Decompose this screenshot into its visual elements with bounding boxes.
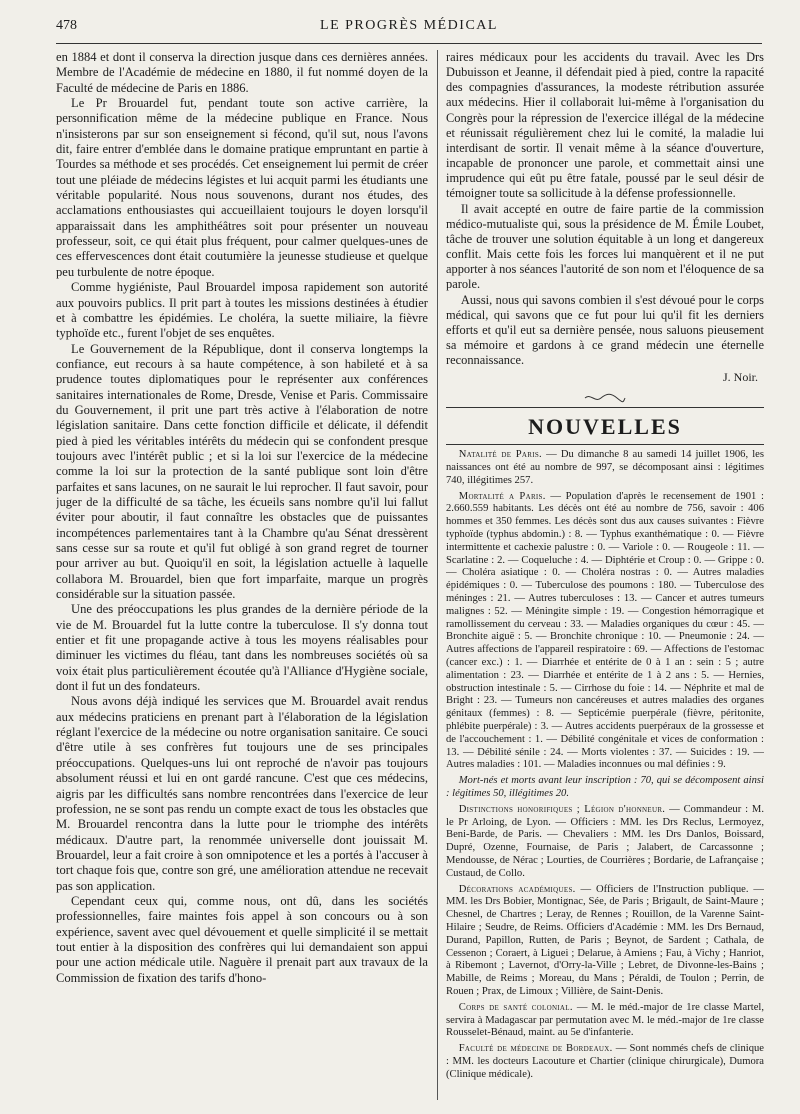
news-text: — Du dimanche 8 au samedi 14 juillet 1906, les naissances ont été au nombre de 997, se décomposant ainsi : légitimes 740, illégitimes 257. [446,449,764,486]
news-list [446,449,764,1081]
ornament-divider [446,391,764,405]
news-rubric: Décorations académiques. [458,883,576,895]
news-rubric: Faculté de médecine de Bordeaux. [458,1043,613,1055]
news-rubric: Mortalité a Paris. [458,490,546,502]
section-title-nouvelles: NOUVELLES [528,414,682,440]
paragraph: Une des préoccupations les plus grandes de la dernière période de la vie de M. Brouardel fut la lutte contre la tuberculose. Il s'y donna tout entier et fit une propagande active à tous les moyens réalisables pour diminuer les victimes du fléau, tant dans les nombreuses sociétés où sa voix était plus particulièrement écoutée qu'à l'Alliance d'Hygiène sociale, dont il fut un des fondateurs. [56,602,428,694]
news-item [446,884,764,999]
section-rule [446,444,764,445]
paragraph: Il avait accepté en outre de faire partie de la commission médico-mutualiste qui, sous la présidence de M. Émile Loubet, tâche de trouver une solution équitable à un long et dangereux conflit. Mais cette fois les forces lui manquèrent et il ne put apporter à nos séances l'autorité de son nom et l'éloquence de sa parole. [446,201,764,292]
news-text: — Officiers de l'Instruction publique. — MM. les Drs Bobier, Montignac, Sée, de Paris ; Brigault, de Saint-Maure ; Chesnel, de Chartres ; Leray, de Rennes ; Rouillon, de la Varenne Saint-Hilaire ; Seudre, de Reims. Officiers d'Académie : MM. les Drs Bernaud, Durand, Papillon, Rutten, de Paris ; Beynot, de Sardent ; Cathala, de Cessenon ; Coraert, à Liguei ; Delarue, à Amiens ; Fau, à Vichy ; Hanriot, à Ribemont ; Lavernot, d'Orry-la-Ville ; Lebret, de Divonne-les-Bains ; Mabille, de Reims ; Moreau, du Mans ; Péraldi, de Toulon ; Perrin, de Rouen ; Prax, de Limoux ; Villière, de Saint-Denis. [446,883,764,997]
page-number: 478 [56,18,77,33]
news-text: — Commandeur : M. le Pr Arloing, de Lyon. — Officiers : MM. les Drs Reclus, Lermoyez, Beni-Barde, de Paris. — Chevaliers : MM. les Drs Danlos, Boissard, Dupré, Ozenne, Fournaise, de Paris ; Jalabert, de Carcassonne ; Mendousse, de Nérac ; Lourties, de Courrières ; Bordarie, de Lafrançaise ; Custaud, de Collo. [446,803,764,879]
news-text: — Population d'après le recensement de 1901 : 2.660.559 habitants. Les décès ont été au nombre de 756, savoir : 406 hommes et 350 femmes. Les décès sont dus aux causes suivantes : Fièvre typhoïde (typhus abdomin.) : 8. — Typhus exanthématique : 0. — Fièvre intermittente et cachexie palustre : 0. — Variole : 0. — Rougeole : 11. — Scarlatine : 2. — Coqueluche : 4. — Diphtérie et Croup : 0. — Grippe : 0. — Choléra asiatique : 0. — Choléra nostras : 0. — Autres maladies épidémiques : 0. — Tuberculose des poumons : 180. — Tuberculose des méninges : 21. — Autres tuberculoses : 13. — Cancer et autres tumeurs malignes : 52. — Méningite simple : 19. — Congestion hémorragique et ramollissement du cerveau : 33. — Maladies organiques du cœur : 45. — Bronchite aiguë : 5. — Bronchite chronique : 10. — Pneumonie : 24. — Autres affections de l'appareil respiratoire : 69. — Affections de l'estomac (cancer exc.) : 1. — Diarrhée et entérite de 0 à 1 an : sein : 5 ; autre alimentation : 23. — Diarrhée et entérite de 1 à 2 ans : 5. — Hernies, obstruction intestinale : 5. — Cirrhose du foie : 14. — Néphrite et mal de Bright : 23. — Tumeurs non cancéreuses et autres maladies des organes génitaux (femmes) : 8. — Septicémie puerpérale (fièvre, péritonite, phlébite puerpérale) : 3. — Autres accidents puerpéraux de la grossesse et de l'accouchement : 1. — Débilité congénitale et vices de conformation : 13. — Débilité sénile : 24. — Morts violentes : 37. — Suicides : 19. — Autres maladies : 101. — Maladies inconnues ou mal définies : 9. [446,490,764,771]
right-column [446,50,764,1082]
left-column [56,50,428,986]
paragraph: Aussi, nous qui savons combien il s'est dévoué pour le corps médical, qui savons que ce fut pour lui qu'il fit les derniers efforts et qu'il eut sa dernière pensée, nous saluons pieusement sa mémoire et gardons à ce grand médecin une éternelle reconnaissance. [446,292,764,368]
section-rule [446,407,764,408]
page-header [56,18,762,40]
news-text: Mort-nés et morts avant leur inscription : 70, qui se décomposent ainsi : légitimes 50, illégitimes 20. [446,775,764,799]
news-text: — M. le méd.-major de 1re classe Martel, servira à Madagascar par permutation avec M. le méd.-major de 1re classe Rousselet-Bénaud, maint. au 5e d'infanterie. [446,1001,764,1039]
column-divider [437,50,438,1100]
news-item [446,775,764,801]
running-title: LE PROGRÈS MÉDICAL [320,18,498,33]
paragraph: Cependant ceux qui, comme nous, ont dû, dans les sociétés professionnelles, faire maintes fois appel à son concours ou à son expérience, savent avec quel dévouement et quelle simplicité il se mettait tout entier à la disposition des confrères qui lui demandaient son appui pour une action médicale utile. Naguère il prenait part aux travaux de la Commission de fixation des tarifs d'hono- [56,893,428,985]
paragraph: Comme hygiéniste, Paul Brouardel imposa rapidement son autorité aux pouvoirs publics. Il prit part à toutes les missions destinées à étudier et à combattre les épidémies. Le choléra, la suette miliaire, la fièvre typhoïde etc., furent l'objet de ses enquêtes. [56,280,428,341]
news-rubric: Corps de santé colonial. [458,1001,573,1013]
news-item [446,449,764,487]
obituary-continuation [446,50,764,368]
news-rubric: Distinctions honorifiques ; Légion d'honneur. [458,803,666,815]
news-item [446,1043,764,1081]
paragraph: en 1884 et dont il conserva la direction jusque dans ces dernières années. Membre de l'Académie de médecine en 1880, il fut nommé doyen de la Faculté de médecine de Paris en 1886. [56,50,428,95]
news-item [446,1002,764,1040]
header-rule [56,43,762,44]
news-item [446,491,764,773]
news-item [446,804,764,881]
paragraph: Le Pr Brouardel fut, pendant toute son active carrière, la personnification même de la médecine publique en France. Nous n'insisterons par sur son enseignement si fécond, qu'il sut, nous l'avons dit, faire entrer d'emblée dans le domaine pratique empruntant en partie à Tourdes sa méthode et ses procédés. Cet enseignement lui permit de créer tout une pléiade de médecins légistes et lui acquit parmi les étudiants une véritable popularité. Nous nous souvenons, durant nos études, des acclamations enthousiastes qui accueillaient toujours le doyen lorsqu'il apparaissait dans les amphithéâtres soit pour présenter un nouveau professeur, soit, ce qui était plus fréquent, pour calmer quelques-unes de ces effervescences dont était coutumière la jeunesse studieuse et quelque peu turbulente de notre époque. [56,96,428,279]
news-rubric: Natalité de Paris. [458,449,543,461]
author-signature: J. Noir. [722,370,758,385]
paragraph: raires médicaux pour les accidents du travail. Avec les Drs Dubuisson et Jeanne, il défendait pied à pied, contre la rapacité des compagnies d'assurances, la modeste rétribution assurée aux médecins. Hier il collaborait lui-même à l'organisation du Congrès pour la répression de l'exercice illégal de la médecine et réunissait régulièrement chez lui le comité, la maladie lui interdisant de sortir. Il venait même à la séance d'ouverture, incapable de prononcer une parole, et commettait ainsi une imprudence qui eût pu être fatale, poussé par le seul désir de témoigner toute sa sollicitude à la défense professionnelle. [446,50,764,201]
paragraph: Le Gouvernement de la République, dont il conserva longtemps la confiance, eut recours à sa haute compétence, à son habileté et à sa prudence toutes diplomatiques pour le représenter aux conférences sanitaires internationales de Rome, Dresde, Venise et Paris. Commissaire du Gouvernement, il prit une part très active à l'élaboration de notre législation sanitaire. Dans cette fonction difficile et délicate, il défendit pied à pied les véritables intérêts du médecin qui se confondent presque toujours avec l'intérêt public ; et si la loi sur l'exercice de la médecine comme la loi sur la protection de la santé publique sont loin d'être parfaites et sans lacunes, on ne saurait le lui reprocher. Il faut savoir, pour juger de la difficulté de sa tâche, les écueils sans nombre qu'il lui fallut éviter pour aboutir, il faut connaître les obstacles que de puissantes incompétences parlementaires tant à la Chambre qu'au Sénat dressèrent sans cesse sur sa route et qu'il fut obligé à son grand regret de tourner pour arriver au but. Quoiqu'il en soit, la législation actuelle à laquelle collabora M. Brouardel, bien que fort imparfaite, marque un progrès considérable sur la situation passée. [56,341,428,602]
news-text: — Sont nommés chefs de clinique : MM. les docteurs Lacouture et Chartier (clinique chirurgicale), Dumora (Clinique médicale). [446,1043,764,1080]
paragraph: Nous avons déjà indiqué les services que M. Brouardel avait rendus aux médecins praticiens en prenant part à l'élaboration de la législation réglant l'exercice de la médecine ou notre organisation sanitaire. Ce souci d'être utile à ses confrères fut toujours une de ses principales préoccupations. Quelques-uns lui ont reproché de n'avoir pas toujours absolument réussi et lui en ont gardé rancune. C'est que ces médecins, aigris par les difficultés sans nombre rencontrées dans l'exercice de leur profession, ne se sont pas rendu un compte exact de tous les obstacles que M. Brouardel rencontra dans la lutte pour le triomphe des intérêts médicaux. D'autre part, la renommée universelle dont jouissait M. Brouardel, leur a fait croire à son omnipotence et les a portés à l'accuser à tort chaque fois que, contre son gré, une amélioration attendue ne recevait pas son application. [56,694,428,893]
